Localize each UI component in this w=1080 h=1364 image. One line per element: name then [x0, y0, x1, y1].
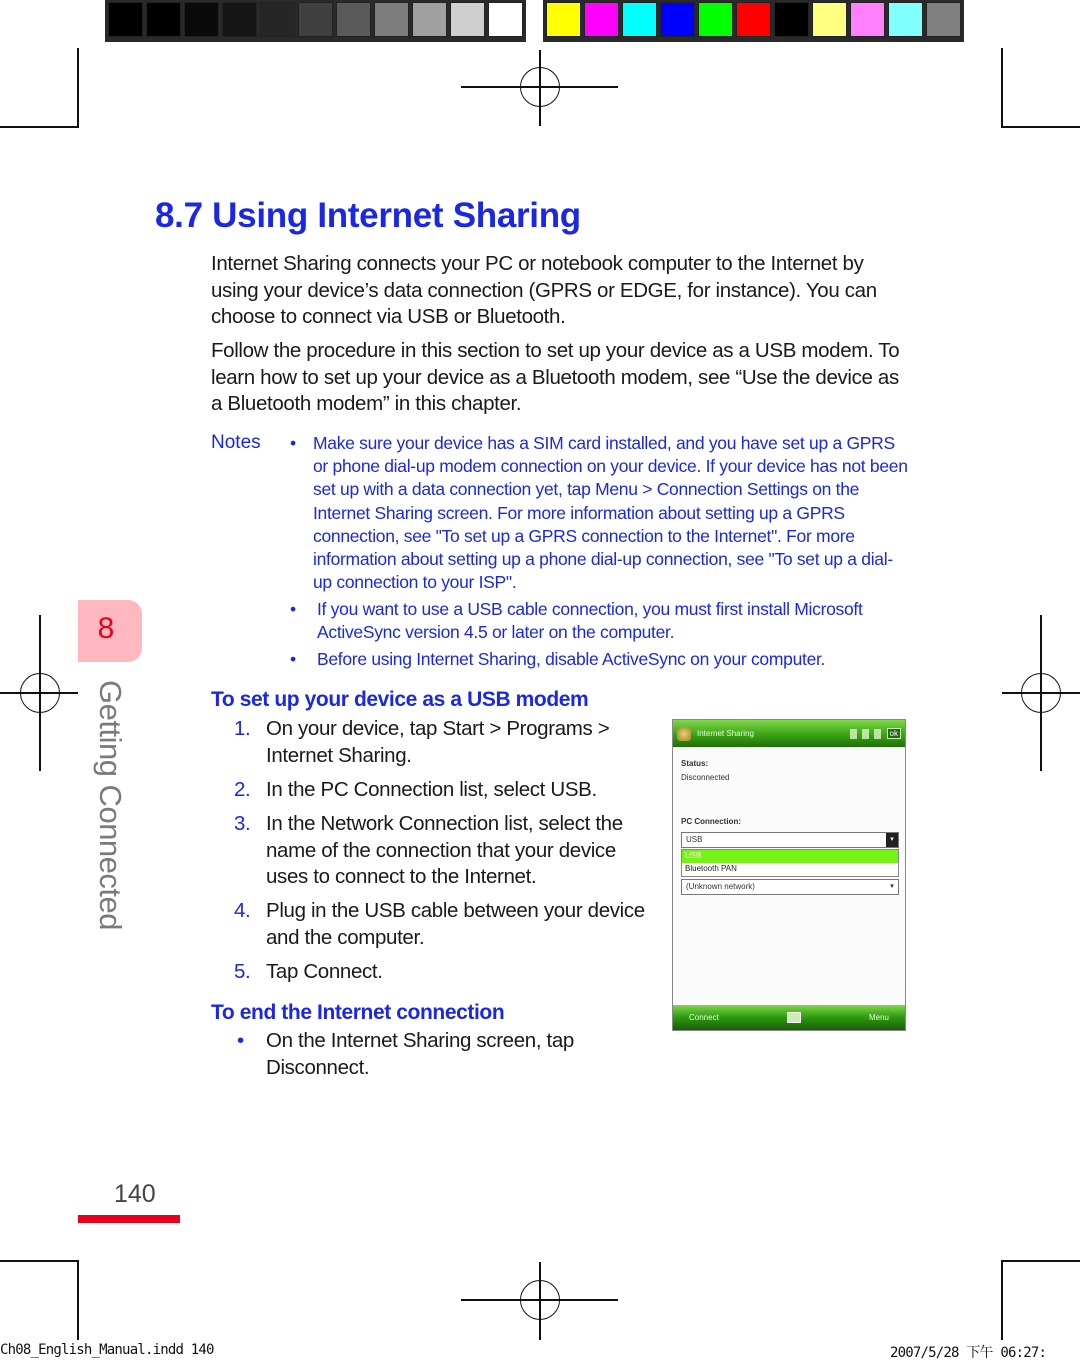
color-swatch [888, 2, 923, 37]
step-number: 3. [234, 812, 251, 835]
procedure-step [234, 811, 654, 891]
procedure-step [234, 898, 654, 951]
device-window-title: Internet Sharing [697, 729, 754, 738]
chapter-number: 8 [97, 612, 115, 645]
crop-mark [0, 126, 79, 128]
pc-connection-label: PC Connection: [681, 817, 741, 826]
color-swatch [450, 2, 485, 37]
intro-paragraph: Follow the procedure in this section to set up your device as a USB modem. To learn how to set up your device as a Bluetooth modem, see “Use the device as a Bluetooth modem” in this chapter. [211, 339, 900, 415]
procedure-step [234, 716, 654, 769]
bullet-icon: • [290, 433, 296, 453]
color-swatch [298, 2, 333, 37]
device-body [673, 747, 905, 1005]
pc-connection-dropdown [681, 832, 899, 848]
note-text: Before using Internet Sharing, disable ActiveSync on your computer. [317, 649, 826, 669]
chapter-title: Getting Connected [93, 680, 128, 931]
crop-mark [1001, 48, 1003, 127]
menu-softkey: Menu [868, 1013, 889, 1022]
network-connection-dropdown [681, 879, 899, 895]
crop-mark [77, 48, 79, 127]
bullet-icon: • [237, 1029, 244, 1052]
section-title: 8.7 Using Internet Sharing [155, 196, 581, 235]
grayscale-calibration-bar [105, 0, 526, 42]
bullet-icon: • [290, 649, 296, 669]
note-item [290, 598, 910, 644]
note-item [290, 432, 910, 594]
bullet-icon: • [290, 599, 296, 619]
crop-mark [1001, 1260, 1080, 1262]
page-number-rule [78, 1215, 180, 1223]
end-connection-heading: To end the Internet connection [211, 1001, 505, 1024]
procedure-step [234, 959, 654, 986]
status-icons [850, 729, 881, 739]
color-swatch [736, 2, 771, 37]
chapter-tab [78, 600, 142, 662]
windows-start-icon [677, 727, 691, 741]
option-bluetooth-pan: Bluetooth PAN [685, 864, 737, 873]
usb-modem-heading: To set up your device as a USB modem [211, 688, 589, 711]
print-slug-filename: Ch08_English_Manual.indd 140 [0, 1342, 214, 1358]
crop-mark [1001, 126, 1080, 128]
color-swatch [698, 2, 733, 37]
color-swatch [146, 2, 181, 37]
color-swatch [812, 2, 847, 37]
color-swatch [926, 2, 961, 37]
connectivity-icon [850, 729, 857, 739]
connect-softkey: Connect [689, 1013, 719, 1022]
status-label: Status: [681, 759, 709, 768]
color-swatch [660, 2, 695, 37]
note-text: Make sure your device has a SIM card installed, and you have set up a GPRS or phone dial-up modem connection on your device. If your device has not been set up with a data connection yet, tap Menu > Connection Settings on the Internet Sharing screen. For more information about setting up a GPRS connection, see "To set up a GPRS connection to the Internet". For more information about setting up a phone dial-up connection, see "To set up a dial-up connection to your ISP". [313, 433, 908, 593]
procedure-bullet [234, 1028, 654, 1081]
notes-label: Notes [211, 432, 261, 453]
step-number: 2. [234, 778, 251, 801]
color-calibration-bar [543, 0, 964, 42]
dropdown-arrow-icon: ▾ [886, 880, 898, 894]
signal-icon [862, 729, 869, 739]
status-value: Disconnected [681, 773, 730, 782]
crop-mark [1001, 1260, 1003, 1340]
crop-mark [0, 1260, 79, 1262]
color-swatch [184, 2, 219, 37]
color-swatch [412, 2, 447, 37]
step-text: On your device, tap Start > Programs > Internet Sharing. [266, 717, 610, 767]
step-text: In the Network Connection list, select the name of the connection that your device uses to connect to the Internet. [266, 812, 623, 888]
step-text: Tap Connect. [266, 960, 383, 983]
note-item [290, 648, 910, 671]
dropdown-arrow-icon: ▾ [886, 833, 898, 847]
note-text: If you want to use a USB cable connection, you must first install Microsoft ActiveSync version 4.5 or later on the computer. [317, 599, 863, 643]
option-usb: USB [682, 850, 898, 863]
color-swatch [774, 2, 809, 37]
device-screenshot [672, 719, 906, 1031]
color-swatch [584, 2, 619, 37]
network-connection-value: (Unknown network) [686, 882, 755, 891]
keyboard-icon [787, 1012, 801, 1023]
color-swatch [336, 2, 371, 37]
print-slug-timestamp: 2007/5/28 下午 06:27: [890, 1345, 1047, 1361]
color-swatch [850, 2, 885, 37]
color-swatch [546, 2, 581, 37]
step-text: Plug in the USB cable between your device and the computer. [266, 899, 645, 949]
crop-mark [77, 1260, 79, 1340]
intro-paragraph: Internet Sharing connects your PC or notebook computer to the Internet by using your device’s data connection (GPRS or EDGE, for instance). You can choose to connect via USB or Bluetooth. [211, 252, 877, 328]
procedure-step [234, 777, 654, 804]
color-swatch [108, 2, 143, 37]
volume-icon [874, 729, 881, 739]
step-text: In the PC Connection list, select USB. [266, 778, 597, 801]
device-softkey-bar [673, 1005, 905, 1030]
ok-button: ok [887, 728, 901, 739]
pc-connection-value: USB [686, 835, 703, 844]
page-number: 140 [114, 1180, 156, 1208]
pc-connection-options [681, 849, 899, 877]
color-swatch [222, 2, 257, 37]
step-number: 4. [234, 899, 251, 922]
color-swatch [374, 2, 409, 37]
step-number: 5. [234, 960, 251, 983]
color-swatch [622, 2, 657, 37]
color-swatch [260, 2, 295, 37]
device-title-bar [673, 720, 905, 747]
bullet-text: On the Internet Sharing screen, tap Disconnect. [266, 1029, 574, 1079]
color-swatch [488, 2, 523, 37]
step-number: 1. [234, 717, 251, 740]
